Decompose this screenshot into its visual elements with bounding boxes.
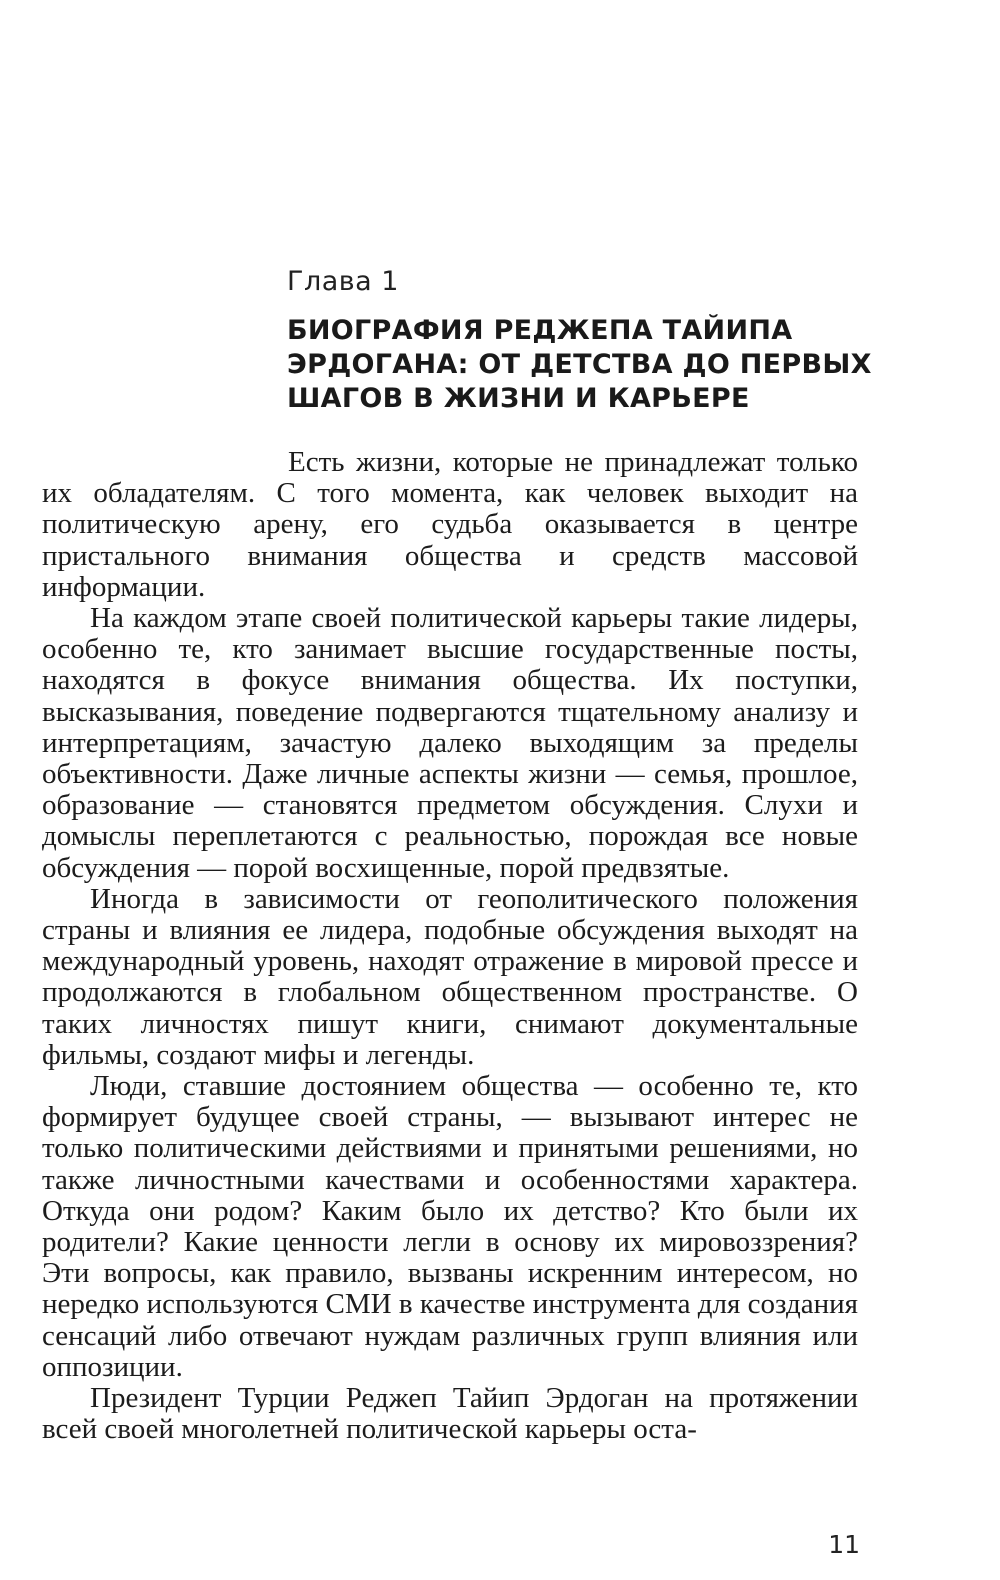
chapter-title-line: БИОГРАФИЯ РЕДЖЕПА ТАЙИПА	[287, 315, 793, 346]
chapter-title	[287, 314, 887, 416]
paragraph: Президент Турции Реджеп Тайип Эрдоган на протяжении всей своей многолетней политической карьеры оста-	[42, 1382, 858, 1446]
paragraph: Иногда в зависимости от геополитического положения страны и влияния ее лидера, подобные обсуждения выходят на международный уровень, находят отражение в мировой прессе и продолжаются в глобальном общественном пространстве. О таких личностях пишут книги, снимают документальные фильмы, создают мифы и легенды.	[42, 882, 858, 1071]
chapter-label: Глава 1	[287, 266, 399, 297]
chapter-title-line: ШАГОВ В ЖИЗНИ И КАРЬЕРЕ	[287, 383, 750, 414]
body-text	[42, 447, 858, 1446]
paragraph: На каждом этапе своей политической карьеры такие лидеры, особенно те, кто занимает высшие государственные посты, находятся в фокусе внимания общества. Их поступки, высказывания, поведение подвергаются тщательному анализу и интерпретациям, зачастую далеко выходящим за пределы объективности. Даже личные аспекты жизни — семья, прошлое, образование — становятся предметом обсуждения. Слухи и домыслы переплетаются с реальностью, порождая все новые обсуждения — порой восхищенные, порой предвзятые.	[42, 602, 858, 884]
paragraph: Есть жизни, которые не принадлежат только их обладателям. С того момента, как человек выходит на политическую арену, его судьба оказывается в центре пристального внимания общества и средств массовой информации.	[42, 446, 858, 603]
page-number: 11	[828, 1530, 860, 1559]
paragraph: Люди, ставшие достоянием общества — особенно те, кто формирует будущее своей страны, — вызывают интерес не только политическими действиями и принятыми решениями, но также личностными качествами и особенностями характера. Откуда они родом? Каким было их детство? Кто были их родители? Какие ценности легли в основу их мировоззрения? Эти вопросы, как правило, вызваны искренним интересом, но нередко используются СМИ в качестве инструмента для создания сенсаций либо отвечают нуждам различных групп влияния или оппозиции.	[42, 1070, 858, 1383]
chapter-title-line: ЭРДОГАНА: ОТ ДЕТСТВА ДО ПЕРВЫХ	[287, 349, 872, 380]
